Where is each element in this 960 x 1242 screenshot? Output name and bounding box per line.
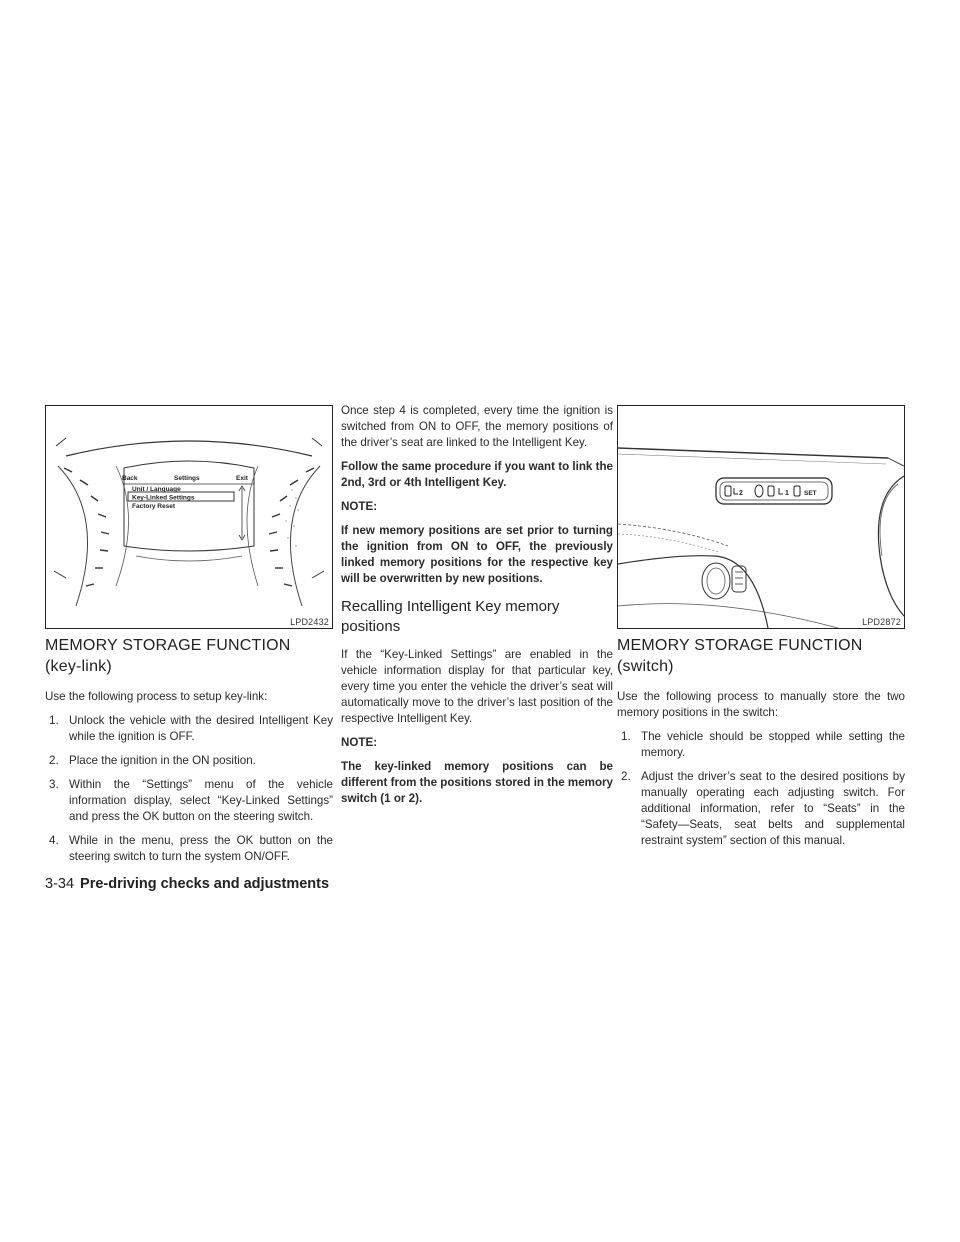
section-heading-key-link	[45, 635, 333, 677]
heading-line-1: MEMORY STORAGE FUNCTION	[45, 637, 291, 654]
page-number: 3-34	[45, 876, 75, 892]
column-key-link	[45, 405, 333, 873]
list-item	[45, 833, 333, 865]
list-item	[617, 729, 905, 761]
step-number: 2.	[621, 770, 631, 783]
note-text: If new memory positions are set prior to turning the ignition from ON to OFF, the previously linked memory positions for the respective key will be overwritten by new positions.	[341, 524, 613, 585]
figure-code: LPD2872	[862, 617, 901, 627]
step-text: While in the menu, press the OK button on the steering switch to turn the system ON/OFF.	[69, 834, 333, 863]
step-text: Within the “Settings” menu of the vehicle information display, select “Key-Linked Settings” and press the OK button on the steering switch.	[69, 778, 333, 823]
list-item	[617, 769, 905, 849]
switch-steps-list	[617, 729, 905, 849]
menu-item-factory-reset: Factory Reset	[132, 503, 175, 510]
memory-switch-illustration	[618, 406, 904, 628]
list-item	[45, 753, 333, 769]
menu-item-key-linked-settings: Key-Linked Settings	[132, 494, 195, 502]
step-number: 2.	[49, 754, 59, 767]
paragraph-bold: Follow the same procedure if you want to link the 2nd, 3rd or 4th Intelligent Key.	[341, 460, 613, 489]
subheading-recalling: Recalling Intelligent Key memory positions	[341, 598, 560, 635]
menu-exit-label: Exit	[236, 475, 248, 482]
list-item	[45, 713, 333, 745]
step-text: Unlock the vehicle with the desired Intelligent Key while the ignition is OFF.	[69, 714, 333, 743]
page-footer	[45, 876, 329, 892]
instrument-cluster-figure	[45, 405, 333, 629]
set-button-label: SET	[804, 490, 817, 497]
setup-steps-list	[45, 713, 333, 865]
intro-text: Use the following process to setup key-link:	[45, 690, 268, 703]
note-label: NOTE:	[341, 500, 378, 513]
heading-line-2: (key-link)	[45, 658, 112, 675]
memory-switch-figure	[617, 405, 905, 629]
step-text: Adjust the driver’s seat to the desired positions by manually operating each adjusting switch. For additional information, refer to “Seats” in the “Safety—Seats, seat belts and supplemental restraint system” section of this manual.	[641, 770, 905, 847]
memory-button-1-label: 1	[785, 490, 789, 497]
figure-code: LPD2432	[290, 617, 329, 627]
column-recall	[341, 403, 613, 815]
section-heading-switch	[617, 635, 905, 677]
list-item	[45, 777, 333, 825]
column-switch	[617, 405, 905, 857]
step-number: 3.	[49, 778, 59, 791]
note-label: NOTE:	[341, 736, 378, 749]
step-number: 1.	[621, 730, 631, 743]
instrument-cluster-illustration	[46, 406, 332, 628]
step-number: 1.	[49, 714, 59, 727]
menu-back-label: Back	[122, 475, 138, 482]
heading-line-1: MEMORY STORAGE FUNCTION	[617, 637, 863, 654]
step-text: The vehicle should be stopped while setting the memory.	[641, 730, 905, 759]
intro-text: Use the following process to manually store the two memory positions in the switch:	[617, 690, 905, 719]
paragraph: Once step 4 is completed, every time the ignition is switched from ON to OFF, the memory positions of the driver’s seat are linked to the Intelligent Key.	[341, 404, 613, 449]
menu-item-unit-language: Unit / Language	[132, 486, 181, 493]
step-number: 4.	[49, 834, 59, 847]
note-text: The key-linked memory positions can be different from the positions stored in the memory switch (1 or 2).	[341, 760, 613, 805]
paragraph: If the “Key-Linked Settings” are enabled in the vehicle information display for that particular key, every time you enter the vehicle the driver’s seat will automatically move to the driver’s last position of the respective Intelligent Key.	[341, 648, 613, 725]
menu-settings-label: Settings	[174, 475, 200, 482]
section-title: Pre-driving checks and adjustments	[80, 876, 330, 892]
heading-line-2: (switch)	[617, 658, 674, 675]
memory-button-2-label: 2	[739, 490, 743, 497]
step-text: Place the ignition in the ON position.	[69, 754, 256, 767]
